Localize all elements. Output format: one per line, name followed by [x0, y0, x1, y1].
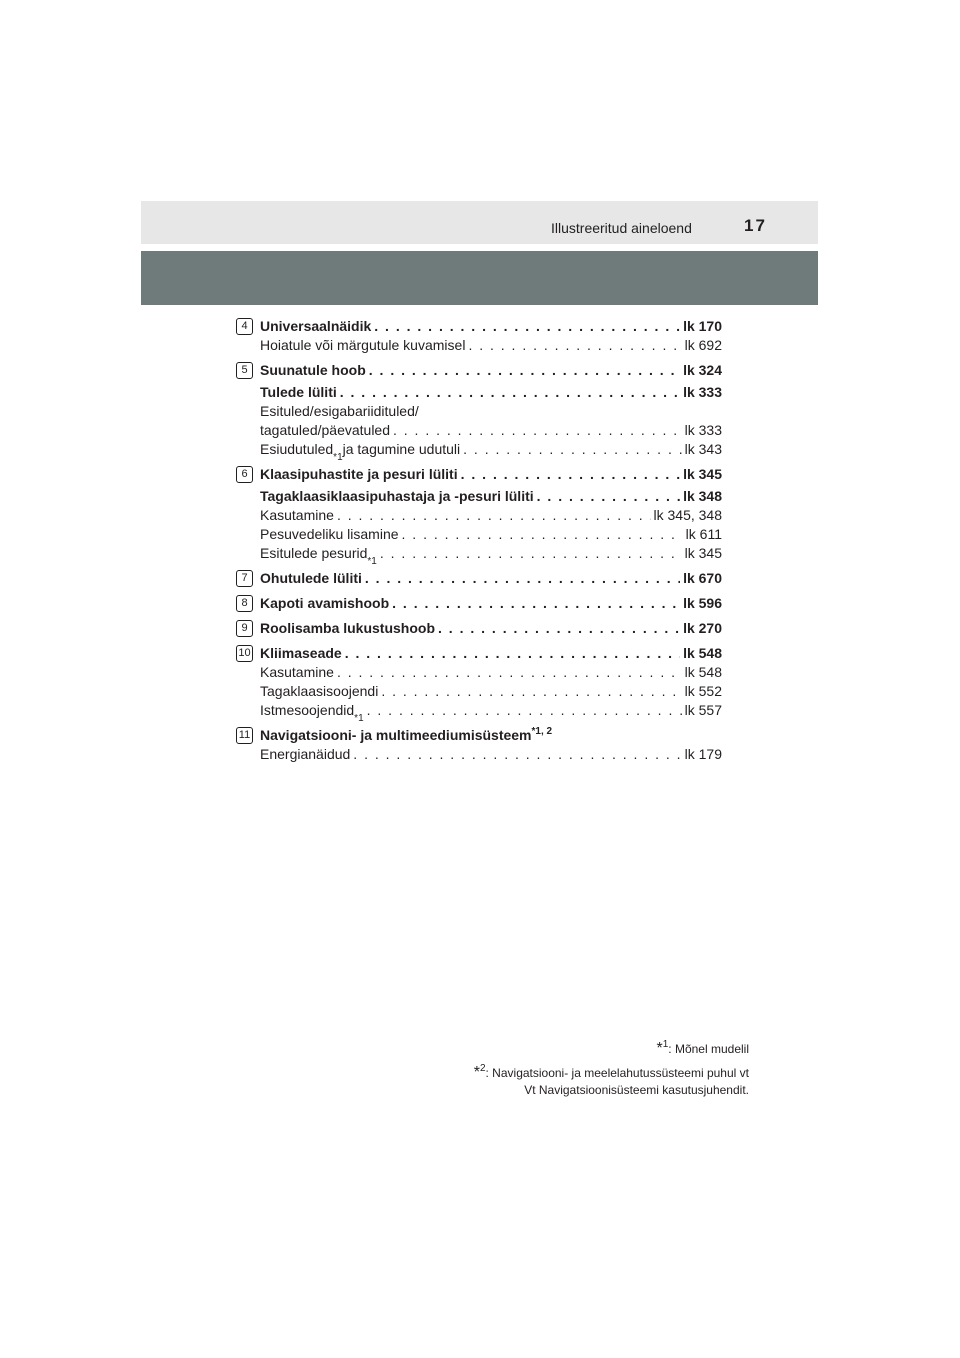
toc-main-item[interactable]: [236, 487, 722, 505]
section-title: Illustreeritud aineloend: [551, 220, 692, 236]
toc-sub-item[interactable]: Esiudutuled *1 ja tagumine udutuli . . . lk 343: [236, 440, 722, 458]
toc-item-label: Navigatsiooni- ja multimeediumisüsteem: [260, 727, 532, 743]
callout-number-badge: 9: [236, 620, 253, 637]
callout-number-badge: 11: [236, 727, 253, 744]
toc-entry: [236, 317, 722, 354]
leader-dots: [393, 421, 682, 439]
header-band: [141, 251, 818, 305]
page-reference: lk 343: [684, 441, 722, 457]
page-reference: lk 345: [683, 466, 722, 482]
leader-dots: [367, 701, 682, 719]
toc-item-label: Esitulede pesurid: [260, 545, 368, 561]
toc-sub-item[interactable]: [236, 506, 722, 524]
toc-main-item[interactable]: [236, 569, 722, 587]
leader-dots: [468, 336, 681, 354]
toc-item-label: Kasutamine: [260, 507, 334, 523]
leader-dots: [461, 465, 680, 483]
toc-item-label: Klaasipuhastite ja pesuri lüliti: [260, 466, 458, 482]
page-reference: lk 611: [685, 526, 722, 542]
table-of-contents: [236, 316, 722, 763]
toc-main-item[interactable]: [236, 361, 722, 379]
page-reference: lk 348: [683, 488, 722, 504]
footnote-2-marker: 2: [479, 1063, 486, 1074]
leader-dots: [345, 644, 680, 662]
page-reference: lk 345: [684, 545, 722, 561]
leader-dots: [337, 506, 651, 524]
callout-number-badge: 7: [236, 570, 253, 587]
callout-number-badge: 4: [236, 318, 253, 335]
footnote-1-marker: 1: [662, 1039, 669, 1050]
toc-item-label: Hoiatule või märgutule kuvamisel: [260, 337, 466, 353]
toc-item-label: Kasutamine: [260, 664, 334, 680]
toc-sub-item[interactable]: [236, 421, 722, 439]
page-reference: lk 548: [683, 645, 722, 661]
toc-entry: [236, 569, 722, 587]
toc-main-item[interactable]: [236, 619, 722, 637]
toc-item-label: Esituled/esigabariidituled/: [260, 403, 419, 419]
footnote-2: [474, 1064, 749, 1082]
leader-dots: [374, 317, 680, 335]
toc-entry: [236, 361, 722, 463]
toc-sub-item[interactable]: [236, 682, 722, 700]
toc-item-label: Kapoti avamishoob: [260, 595, 390, 611]
toc-main-item[interactable]: [236, 594, 722, 612]
page-reference: lk 557: [684, 702, 722, 718]
footnote-1-text: : Mõnel mudelil: [668, 1042, 749, 1056]
toc-main-item[interactable]: [236, 726, 722, 744]
toc-main-item[interactable]: [236, 465, 722, 483]
leader-dots: [369, 361, 680, 379]
toc-item-label: Universaalnäidik: [260, 318, 372, 334]
leader-dots: [365, 569, 680, 587]
toc-item-label: Kliimaseade: [260, 645, 342, 661]
leader-dots: [463, 440, 681, 458]
toc-main-item[interactable]: [236, 644, 722, 662]
toc-main-item[interactable]: [236, 317, 722, 335]
toc-sub-item[interactable]: [236, 745, 722, 763]
leader-dots: [438, 619, 680, 637]
toc-item-label: Tagaklaasiklaasipuhastaja ja -pesuri lüliti: [260, 488, 534, 504]
page-reference: lk 333: [684, 422, 722, 438]
page-reference: lk 345, 348: [653, 507, 722, 523]
callout-number-badge: 6: [236, 466, 253, 483]
leader-dots: [337, 663, 682, 681]
page-reference: lk 670: [683, 570, 722, 586]
leader-dots: [353, 745, 681, 763]
leader-dots: [537, 487, 680, 505]
toc-main-item[interactable]: [236, 383, 722, 401]
page-reference: lk 333: [683, 384, 722, 400]
toc-item-label: Istmesoojendid: [260, 702, 355, 718]
toc-item-label: Tulede lüliti: [260, 384, 337, 400]
leader-dots: [381, 682, 681, 700]
toc-item-label: Energianäidud: [260, 746, 351, 762]
toc-sub-item[interactable]: [236, 663, 722, 681]
toc-item-label: Roolisamba lukustushoob: [260, 620, 436, 636]
page-reference: lk 596: [683, 595, 722, 611]
footnote-2-line2: Vt Navigatsioonisüsteemi kasutusjuhendit.: [524, 1083, 749, 1097]
toc-item-label-continued: ja tagumine udutuli: [342, 441, 461, 457]
leader-dots: [380, 544, 682, 562]
toc-entry: [236, 465, 722, 567]
toc-entry: [236, 726, 722, 763]
leader-dots: [402, 525, 683, 543]
callout-number-badge: 8: [236, 595, 253, 612]
toc-item-label: Tagaklaasisoojendi: [260, 683, 379, 699]
page-reference: lk 548: [684, 664, 722, 680]
toc-item-label: Pesuvedeliku lisamine: [260, 526, 399, 542]
leader-dots: [340, 383, 680, 401]
toc-sub-item[interactable]: [236, 402, 722, 420]
toc-sub-item[interactable]: Istmesoojendid *1 . . . lk 557: [236, 701, 722, 719]
footnote-2-text: : Navigatsiooni- ja meelelahutussüsteemi puhul vt: [485, 1066, 749, 1080]
toc-entry: [236, 644, 722, 724]
footnote-1: [474, 1040, 749, 1058]
toc-item-label: Suunatule hoob: [260, 362, 366, 378]
page-reference: lk 552: [684, 683, 722, 699]
callout-number-badge: 10: [236, 645, 253, 662]
footnote-marker: *: [473, 1064, 480, 1081]
page-reference: lk 692: [684, 337, 722, 353]
toc-item-label: Ohutulede lüliti: [260, 570, 362, 586]
page-reference: lk 170: [683, 318, 722, 334]
page-reference: lk 324: [683, 362, 722, 378]
toc-sub-item[interactable]: [236, 336, 722, 354]
footnote-marker: *: [656, 1040, 663, 1057]
leader-dots: [392, 594, 680, 612]
page-reference: lk 270: [683, 620, 722, 636]
header-top-bar: [141, 201, 818, 244]
page-number: 17: [744, 216, 767, 235]
toc-sub-item[interactable]: [236, 525, 722, 543]
page-reference: lk 179: [684, 746, 722, 762]
toc-entry: [236, 594, 722, 612]
toc-sub-item[interactable]: Esitulede pesurid *1 . . . lk 345: [236, 544, 722, 562]
toc-entry: [236, 619, 722, 637]
footnotes: [474, 1040, 749, 1099]
toc-item-label: tagatuled/päevatuled: [260, 422, 390, 438]
callout-number-badge: 5: [236, 362, 253, 379]
toc-item-label: Esiudutuled: [260, 441, 334, 457]
footnote-reference: *1, 2: [531, 726, 553, 737]
